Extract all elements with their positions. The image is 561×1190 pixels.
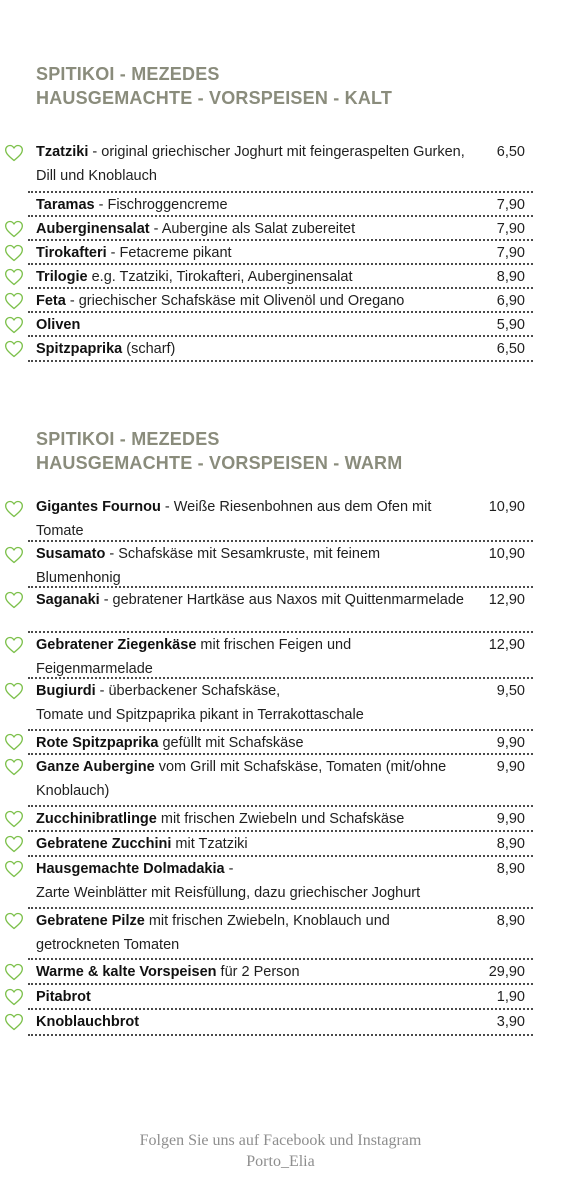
menu-item	[28, 217, 533, 241]
heart-outline-icon	[4, 1012, 24, 1032]
menu-item	[28, 265, 533, 289]
item-price: 29,90	[488, 964, 525, 980]
menu-item	[28, 857, 533, 909]
menu-item	[28, 679, 533, 731]
item-name: Auberginensalat	[36, 221, 150, 237]
heart-outline-icon	[4, 315, 24, 335]
heart-outline-icon	[4, 859, 24, 879]
item-description: - Fischroggencreme	[94, 197, 228, 213]
section-title-warm	[36, 427, 402, 475]
heart-outline-icon	[4, 291, 24, 311]
item-name: Zucchinibratlinge	[36, 811, 157, 827]
item-name: Tzatziki	[36, 144, 89, 160]
item-price: 5,90	[496, 317, 525, 333]
item-name: Susamato	[36, 546, 106, 562]
menu-item	[28, 1010, 533, 1036]
heart-outline-icon	[4, 834, 24, 854]
item-name: Saganaki	[36, 592, 100, 608]
heart-outline-icon	[4, 219, 24, 239]
item-price: 9,90	[496, 735, 525, 751]
item-description: - Aubergine als Salat zubereitet	[149, 221, 356, 237]
item-name: Pitabrot	[36, 989, 91, 1005]
heart-outline-icon	[4, 590, 24, 610]
item-price: 8,90	[496, 836, 525, 852]
item-name: Trilogie	[36, 269, 88, 285]
item-price: 10,90	[488, 499, 525, 515]
item-name: Taramas	[36, 197, 95, 213]
menu-item	[28, 807, 533, 832]
item-price: 8,90	[496, 269, 525, 285]
item-description: mit frischen Zwiebeln, Knoblauch und getrockneten Tomaten	[36, 913, 390, 953]
item-description: - Fetacreme pikant	[106, 245, 232, 261]
heart-outline-icon	[4, 681, 24, 701]
heart-outline-icon	[4, 732, 24, 752]
heart-outline-icon	[4, 267, 24, 287]
item-price: 3,90	[496, 1014, 525, 1030]
item-name: Rote Spitzpaprika	[36, 735, 159, 751]
item-price: 8,90	[496, 861, 525, 877]
item-price: 9,50	[496, 683, 525, 699]
menu-item	[28, 313, 533, 337]
item-price: 8,90	[496, 913, 525, 929]
item-name: Knoblauchbrot	[36, 1014, 140, 1030]
item-name: Spitzpaprika	[36, 341, 123, 357]
section-title-line1: SPITIKOI - MEZEDES	[36, 64, 220, 84]
item-price: 12,90	[488, 592, 525, 608]
footer-handle: Porto_Elia	[246, 1153, 315, 1170]
menu-item	[28, 633, 533, 679]
item-description: - griechischer Schafskäse mit Olivenöl und Oregano	[65, 293, 405, 309]
item-name: Gebratener Ziegenkäse	[36, 637, 197, 653]
menu-item	[28, 289, 533, 313]
menu-item	[28, 731, 533, 755]
item-price: 6,50	[496, 144, 525, 160]
item-description: - Weiße Riesenbohnen aus dem Ofen mit Tomate	[36, 499, 432, 539]
menu-item	[28, 337, 533, 362]
menu-item	[28, 193, 533, 217]
heart-outline-icon	[4, 757, 24, 777]
footer	[0, 1130, 561, 1172]
heart-outline-icon	[4, 635, 24, 655]
menu-item	[28, 140, 533, 193]
heart-outline-icon	[4, 545, 24, 565]
menu-item	[28, 755, 533, 807]
item-price: 7,90	[496, 245, 525, 261]
item-price: 6,50	[496, 341, 525, 357]
heart-outline-icon	[4, 911, 24, 931]
item-description: (scharf)	[122, 341, 176, 357]
section-title-line1: SPITIKOI - MEZEDES	[36, 429, 220, 449]
item-description: mit Tzatziki	[171, 836, 248, 852]
item-description-line2: Tomate und Spitzpaprika pikant in Terrakottaschale	[36, 707, 364, 723]
item-description: -	[224, 861, 234, 877]
item-price: 7,90	[496, 197, 525, 213]
heart-outline-icon	[4, 987, 24, 1007]
item-name: Gebratene Zucchini	[36, 836, 172, 852]
menu-item	[28, 542, 533, 588]
heart-outline-icon	[4, 499, 24, 519]
item-price: 10,90	[488, 546, 525, 562]
menu-item	[28, 588, 533, 633]
item-name: Gigantes Fournou	[36, 499, 161, 515]
section-title-line2: HAUSGEMACHTE - VORSPEISEN - WARM	[36, 453, 403, 473]
item-price: 9,90	[496, 811, 525, 827]
heart-outline-icon	[4, 339, 24, 359]
item-price: 1,90	[496, 989, 525, 1005]
item-price: 9,90	[496, 759, 525, 775]
menu-item	[28, 985, 533, 1010]
section-title-line2: HAUSGEMACHTE - VORSPEISEN - KALT	[36, 88, 393, 108]
menu-item	[28, 909, 533, 960]
menu-item	[28, 495, 533, 542]
item-description: vom Grill mit Schafskäse, Tomaten (mit/ohne Knoblauch)	[36, 759, 447, 799]
item-name: Hausgemachte Dolmadakia	[36, 861, 225, 877]
heart-outline-icon	[4, 243, 24, 263]
item-name: Feta	[36, 293, 66, 309]
heart-outline-icon	[4, 809, 24, 829]
item-description: - gebratener Hartkäse aus Naxos mit Quittenmarmelade	[99, 592, 464, 608]
menu-item	[28, 832, 533, 857]
item-description: - überbackener Schafskäse,	[95, 683, 281, 699]
item-name: Oliven	[36, 317, 81, 333]
item-description: - original griechischer Joghurt mit feingeraspelten Gurken, Dill und Knoblauch	[36, 144, 465, 184]
item-description: gefüllt mit Schafskäse	[158, 735, 304, 751]
item-name: Gebratene Pilze	[36, 913, 145, 929]
footer-social-text: Folgen Sie uns auf Facebook und Instagram	[139, 1132, 422, 1149]
item-description: mit frischen Zwiebeln und Schafskäse	[156, 811, 405, 827]
item-price: 12,90	[488, 637, 525, 653]
heart-outline-icon	[4, 143, 24, 163]
item-description: e.g. Tzatziki, Tirokafteri, Auberginensalat	[87, 269, 353, 285]
menu-item	[28, 241, 533, 265]
item-name: Tirokafteri	[36, 245, 107, 261]
item-price: 7,90	[496, 221, 525, 237]
item-description-line2: Zarte Weinblätter mit Reisfüllung, dazu griechischer Joghurt	[36, 885, 421, 901]
item-price: 6,90	[496, 293, 525, 309]
item-name: Bugiurdi	[36, 683, 96, 699]
item-description: - Schafskäse mit Sesamkruste, mit feinem Blumenhonig	[36, 546, 381, 586]
item-description: für 2 Person	[216, 964, 300, 980]
heart-outline-icon	[4, 962, 24, 982]
item-description: mit frischen Feigen und Feigenmarmelade	[36, 637, 352, 677]
item-name: Warme & kalte Vorspeisen	[36, 964, 217, 980]
section-title-kalt	[36, 62, 392, 110]
item-name: Ganze Aubergine	[36, 759, 155, 775]
menu-item	[28, 960, 533, 985]
